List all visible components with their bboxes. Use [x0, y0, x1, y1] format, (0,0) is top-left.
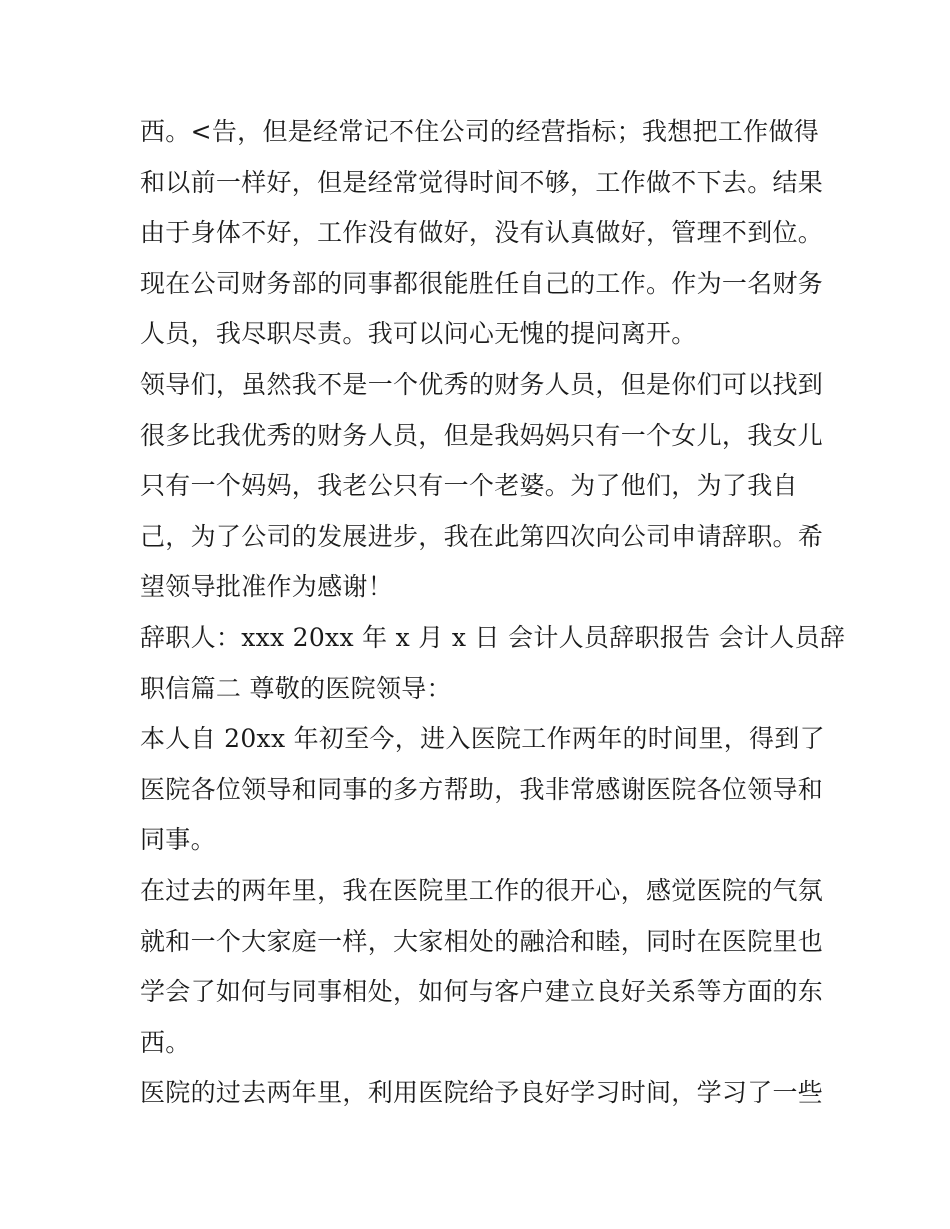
text-line: 由于身体不好，工作没有做好，没有认真做好，管理不到位。: [140, 218, 824, 248]
text-line: 辞职人：xxx 20xx 年 x 月 x 日 会计人员辞职报告 会计人员辞: [140, 622, 846, 652]
text-line: 只有一个妈妈，我老公只有一个老婆。为了他们，为了我自: [140, 471, 798, 501]
text-line: 现在公司财务部的同事都很能胜任自己的工作。作为一名财务: [140, 268, 824, 298]
text-line: 西。<告，但是经常记不住公司的经营指标；我想把工作做得: [140, 117, 820, 146]
text-line: 领导们，虽然我不是一个优秀的财务人员，但是你们可以找到: [140, 369, 824, 399]
text-line: 和以前一样好，但是经常觉得时间不够，工作做不下去。结果: [140, 167, 824, 197]
text-line: 医院的过去两年里，利用医院给予良好学习时间，学习了一些: [140, 1078, 824, 1108]
text-line: 很多比我优秀的财务人员，但是我妈妈只有一个女儿，我女儿: [140, 420, 824, 450]
text-line: 学会了如何与同事相处，如何与客户建立良好关系等方面的东: [140, 977, 824, 1007]
text-line: 同事。: [140, 825, 216, 855]
text-line: 在过去的两年里，我在医院里工作的很开心，感觉医院的气氛: [140, 875, 824, 905]
text-line: 就和一个大家庭一样，大家相处的融洽和睦，同时在医院里也: [140, 926, 824, 956]
document-body: [140, 107, 846, 1119]
text-line: 医院各位领导和同事的多方帮助，我非常感谢医院各位领导和: [140, 774, 824, 804]
text-line: 己，为了公司的发展进步，我在此第四次向公司申请辞职。希: [140, 521, 824, 551]
text-line: 职信篇二 尊敬的医院领导：: [140, 673, 452, 703]
text-line: 西。: [140, 1027, 191, 1057]
text-line: 人员，我尽职尽责。我可以问心无愧的提问离开。: [140, 319, 697, 349]
text-line: 本人自 20xx 年初至今，进入医院工作两年的时间里，得到了: [140, 724, 825, 754]
text-line: 望领导批准作为感谢！: [140, 572, 394, 602]
